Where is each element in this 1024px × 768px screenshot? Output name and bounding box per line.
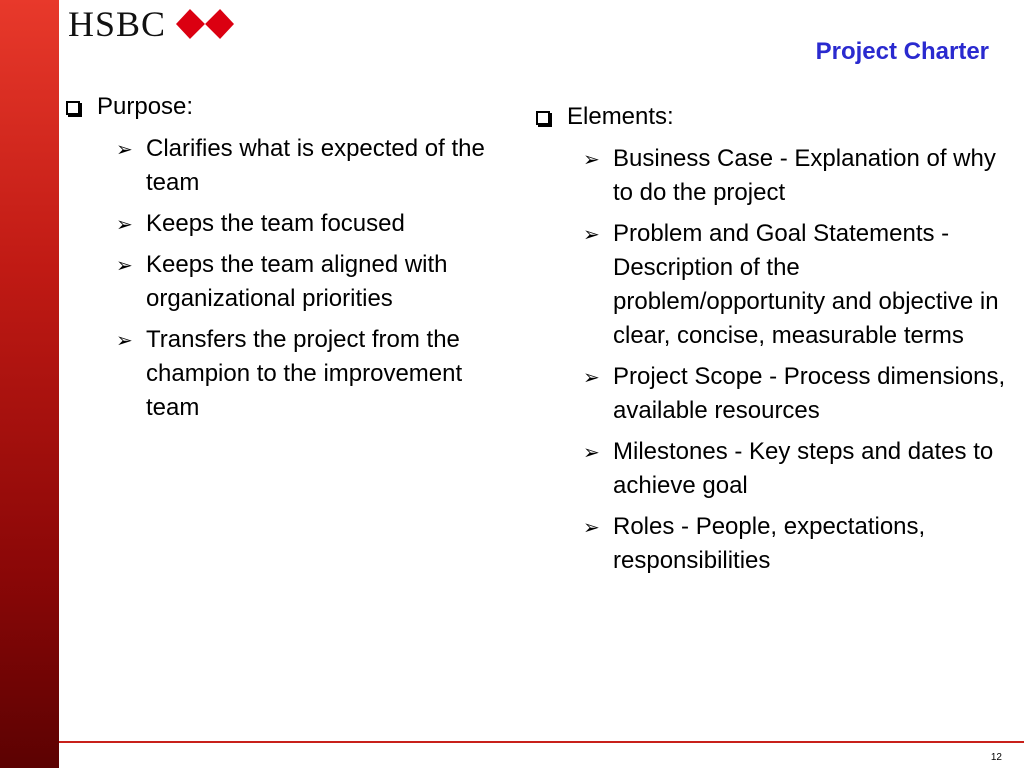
arrow-bullet-icon: ➢ xyxy=(116,328,133,352)
page-number: 12 xyxy=(990,752,1002,763)
arrow-bullet-icon: ➢ xyxy=(583,365,600,389)
arrow-bullet-icon: ➢ xyxy=(583,515,600,539)
checkbox-bullet-icon xyxy=(536,111,550,125)
arrow-bullet-icon: ➢ xyxy=(116,212,133,236)
arrow-bullet-icon: ➢ xyxy=(116,253,133,277)
elements-heading-row xyxy=(536,100,674,134)
purpose-list xyxy=(116,132,516,432)
checkbox-bullet-icon xyxy=(66,101,80,115)
list-item: ➢ Milestones - Key steps and dates to achieve goal xyxy=(583,435,1011,503)
hsbc-logo xyxy=(68,4,234,44)
purpose-heading-row xyxy=(66,90,193,124)
elements-list xyxy=(583,142,1011,585)
arrow-bullet-icon: ➢ xyxy=(583,440,600,464)
left-color-band xyxy=(0,0,59,768)
hexagon-logo-icon xyxy=(176,9,234,39)
list-item: ➢ Problem and Goal Statements - Description of the problem/opportunity and objective in clear, concise, measurable terms xyxy=(583,217,1011,353)
purpose-heading: Purpose: xyxy=(97,93,194,120)
logo-text: HSBC xyxy=(68,4,167,44)
list-item: ➢ Keeps the team aligned with organizational priorities xyxy=(116,248,516,316)
arrow-bullet-icon: ➢ xyxy=(116,137,133,161)
list-item: ➢ Transfers the project from the champion to the improvement team xyxy=(116,323,516,425)
list-item: ➢ Business Case - Explanation of why to do the project xyxy=(583,142,1011,210)
slide-title: Project Charter xyxy=(815,38,989,65)
list-item: ➢ Keeps the team focused xyxy=(116,207,516,241)
list-item: ➢ Project Scope - Process dimensions, available resources xyxy=(583,360,1011,428)
list-item: ➢ Roles - People, expectations, responsibilities xyxy=(583,510,1011,578)
list-item: ➢ Clarifies what is expected of the team xyxy=(116,132,516,200)
footer-divider xyxy=(59,741,1024,743)
arrow-bullet-icon: ➢ xyxy=(583,147,600,171)
arrow-bullet-icon: ➢ xyxy=(583,222,600,246)
elements-heading: Elements: xyxy=(567,103,674,130)
